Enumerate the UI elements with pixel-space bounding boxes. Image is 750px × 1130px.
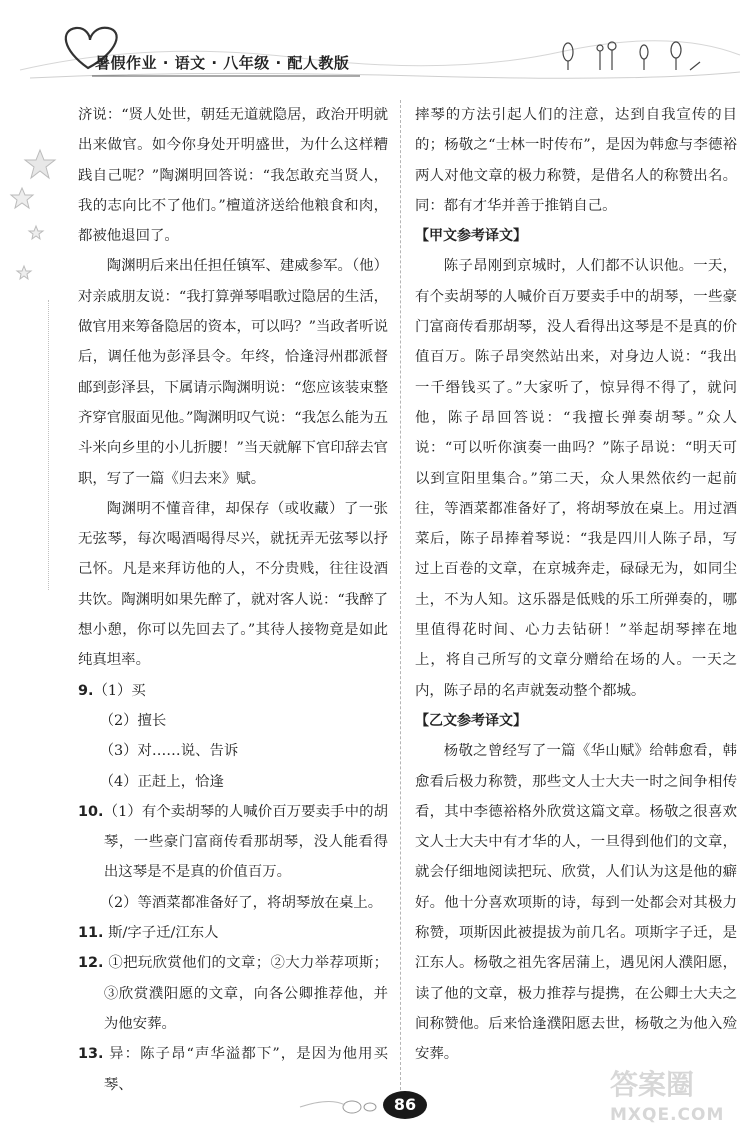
answer-text: 斯/字子迁/江东人 xyxy=(108,925,219,942)
answer-item: （2）等酒菜都准备好了，将胡琴放在桌上。 xyxy=(99,894,383,911)
tree-doodles-icon xyxy=(563,42,700,70)
right-column xyxy=(415,100,737,1070)
question-number: 13. xyxy=(78,1046,104,1063)
column-divider xyxy=(400,100,401,1090)
question-number: 9. xyxy=(78,682,94,699)
answer-item: （2）擅长 xyxy=(99,712,167,729)
question-11 xyxy=(78,918,388,948)
watermark-text: 答案圈 xyxy=(610,1068,695,1101)
paragraph: 济说：“贤人处世，朝廷无道就隐居，政治开明就出来做官。如今你身处开明盛世，为什么这样糟践自己呢？”陶渊明回答说：“我怎敢充当贤人，我的志向比不了他们。”檀道济送给他粮食和肉，都被他退回了。 xyxy=(78,107,388,245)
answer-item: （3）对……说、告诉 xyxy=(99,743,239,760)
question-number: 12. xyxy=(78,955,104,972)
star-decoration-icon xyxy=(0,140,60,300)
page-header xyxy=(0,0,750,90)
section-heading-jia: 【甲文参考译文】 xyxy=(415,228,527,245)
page-number: 86 xyxy=(383,1091,427,1119)
paragraph: 陶渊明后来出任担任镇军、建威参军。（他）对亲戚朋友说：“我打算弹琴唱歌过隐居的生活，做官用来筹备隐居的资本，可以吗？”当政者听说后，调任他为彭泽县令。年终，恰逢浔州郡派督邮到彭泽县，下属请示陶渊明说：“您应该装束整齐穿官服面见他。”陶渊明叹气说：“我怎么能为五斗米向乡里的小儿折腰！”当天就解下官印辞去官职，写了一篇《归去来》赋。 xyxy=(78,258,388,487)
answer-item: （1）买 xyxy=(93,682,146,699)
question-number: 10. xyxy=(78,803,104,820)
answer-text: ①把玩欣赏他们的文章；②大力举荐项斯；③欣赏濮阳愿的文章，向各公卿推荐他，并为他安葬。 xyxy=(103,955,388,1032)
question-9 xyxy=(78,676,388,706)
answer-text: 异：陈子昂“声华溢都下”，是因为他用买琴、 xyxy=(103,1046,389,1093)
watermark-url: MXQE.COM xyxy=(610,1105,725,1125)
header-decoration xyxy=(0,0,750,90)
section-heading-yi: 【乙文参考译文】 xyxy=(415,712,527,729)
margin-guide xyxy=(48,300,49,590)
paragraph: 杨敬之曾经写了一篇《华山赋》给韩愈看，韩愈看后极力称赞，那些文人士大夫一时之间争相传看，其中李德裕格外欣赏这篇文章。杨敬之很喜欢文人士大夫中有才华的人，一旦得到他们的文章，就会仔细地阅读把玩、欣赏，人们认为这是他的癖好。他十分喜欢项斯的诗，每到一处都会对其极力称赞，项斯因此被提拔为前几名。项斯字子迁，是江东人。杨敬之祖先客居蒲上，遇见闲人濮阳愿，读了他的文章，极力推荐与提携，在公卿士大夫之间称赞他。后来恰逢濮阳愿去世，杨敬之为他入殓安葬。 xyxy=(415,743,737,1063)
paragraph: 陶渊明不懂音律，却保存（或收藏）了一张无弦琴，每次喝酒喝得尽兴，就抚弄无弦琴以抒己怀。凡是来拜访他的人，不分贵贱，往往设酒共饮。陶渊明如果先醉了，就对客人说：“我醉了想小憩，你可以先回去了。”其待人接物竟是如此纯真坦率。 xyxy=(78,500,388,669)
paragraph: 陈子昂刚到京城时，人们都不认识他。一天，有个卖胡琴的人喊价百万要卖手中的胡琴，一些豪门富商传看那胡琴，没人看得出这琴是不是真的价值百万。陈子昂突然站出来，对身边人说：“我出一千缗钱买了。”大家听了，惊异得不得了，就问他，陈子昂回答说：“我擅长弹奏胡琴。”众人说：“可以听你演奏一曲吗？”陈子昂说：“明天可以到宣阳里集合。”第二天，众人果然依约一起前往，等酒菜都准备好了，将胡琴放在桌上。用过酒菜后，陈子昂捧着琴说：“我是四川人陈子昂，写过上百卷的文章，在京城奔走，碌碌无为，如同尘土，不为人知。这乐器是低贱的乐工所弹奏的，哪里值得花时间、心力去钻研！”举起胡琴摔在地上，将自己所写的文章分赠给在场的人。一天之内，陈子昂的名声就轰动整个都城。 xyxy=(415,258,737,699)
header-title: 暑假作业 · 语文 · 八年级 · 配人教版 xyxy=(95,54,350,72)
question-10 xyxy=(78,797,388,888)
question-12 xyxy=(78,948,388,1039)
question-number: 11. xyxy=(78,925,104,942)
answer-item: （4）正赶上，恰逢 xyxy=(99,773,224,790)
left-column xyxy=(78,100,388,1100)
answer-item: （1）有个卖胡琴的人喊价百万要卖手中的胡琴，一些豪门富商传看那胡琴，没人能看得出这琴是不是真的价值百万。 xyxy=(103,803,388,881)
watermark-logo xyxy=(610,1070,724,1130)
paragraph: 摔琴的方法引起人们的注意，达到自我宣传的目的；杨敬之“士林一时传布”，是因为韩愈与李德裕两人对他文章的极力称赞，是借名人的称赞出名。同：都有才华并善于推销自己。 xyxy=(415,107,737,214)
